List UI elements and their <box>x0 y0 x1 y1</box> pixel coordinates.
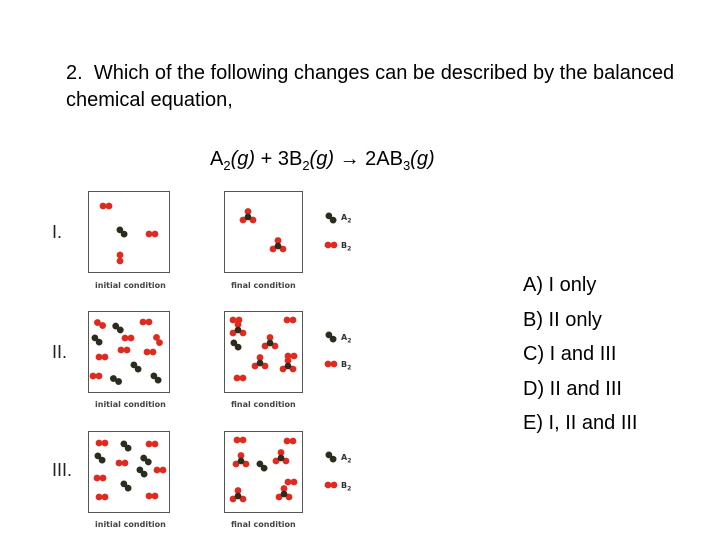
b2-molecule <box>142 224 162 244</box>
ab3-molecule <box>271 448 291 468</box>
legend-a2-label-1: $A_2$ <box>341 213 352 225</box>
a2-molecule <box>252 456 272 476</box>
ab3-molecule <box>231 451 251 471</box>
ab3-molecule <box>260 333 280 353</box>
ab3-molecule <box>228 486 248 506</box>
ab3-molecule <box>238 207 258 227</box>
a2-molecule <box>226 335 246 355</box>
diagram-numeral-1: I. <box>52 222 63 242</box>
b2-molecule <box>136 312 156 332</box>
chemical-equation: $A_2(g) + 3B_2(g) \to 2AB_3(g)$ <box>210 148 435 173</box>
b2-molecule <box>92 347 112 367</box>
b2-molecule <box>321 235 341 255</box>
initial-caption-2: initial condition <box>95 400 166 409</box>
b2-molecule <box>321 475 341 495</box>
final-caption-1: final condition <box>231 281 296 290</box>
legend-b2-label-3: $B_2$ <box>341 481 352 493</box>
a2-molecule <box>90 448 110 468</box>
b2-molecule <box>112 453 132 473</box>
initial-caption-3: initial condition <box>95 520 166 529</box>
a2-molecule <box>321 208 341 228</box>
legend-a2-label-3: $A_2$ <box>341 453 352 465</box>
legend-a2-label-2: $A_2$ <box>341 333 352 345</box>
b2-molecule <box>321 354 341 374</box>
initial-caption-1: initial condition <box>95 281 166 290</box>
b2-molecule <box>90 468 110 488</box>
ab3-molecule <box>268 236 288 256</box>
legend-b2-label-1: $B_2$ <box>341 241 352 253</box>
diagram-numeral-2: II. <box>52 342 68 362</box>
b2-molecule <box>142 486 162 506</box>
choice-a[interactable]: A) I only <box>523 274 597 296</box>
b2-molecule <box>150 460 170 480</box>
a2-molecule <box>132 462 152 482</box>
choice-b[interactable]: B) II only <box>523 308 602 331</box>
choice-c[interactable]: C) I and III <box>523 343 617 365</box>
diagram-numeral-3: III. <box>52 460 73 480</box>
ab3-molecule <box>278 356 298 376</box>
question-text: 2. Which of the following changes can be described by the balanced chemical equation, <box>66 62 675 111</box>
b2-molecule <box>92 487 112 507</box>
final-caption-3: final condition <box>231 520 296 529</box>
legend-b2-label-2: $B_2$ <box>341 360 352 372</box>
ab3-molecule <box>274 484 294 504</box>
b2-molecule <box>86 366 106 386</box>
b2-molecule <box>140 342 160 362</box>
a2-molecule <box>106 370 126 390</box>
choice-d[interactable]: D) II and III <box>523 377 622 400</box>
ab3-molecule <box>250 353 270 373</box>
b2-molecule <box>280 310 300 330</box>
choice-e[interactable]: E) I, II and III <box>523 412 638 434</box>
final-caption-2: final condition <box>231 400 296 409</box>
b2-molecule <box>110 248 130 268</box>
b2-molecule <box>96 196 116 216</box>
a2-molecule <box>321 447 341 467</box>
answer-choices <box>523 268 638 441</box>
a2-molecule <box>146 368 166 388</box>
b2-molecule <box>230 430 250 450</box>
b2-molecule <box>230 368 250 388</box>
final-condition-box-1 <box>224 191 303 273</box>
a2-molecule <box>321 327 341 347</box>
a2-molecule <box>112 222 132 242</box>
